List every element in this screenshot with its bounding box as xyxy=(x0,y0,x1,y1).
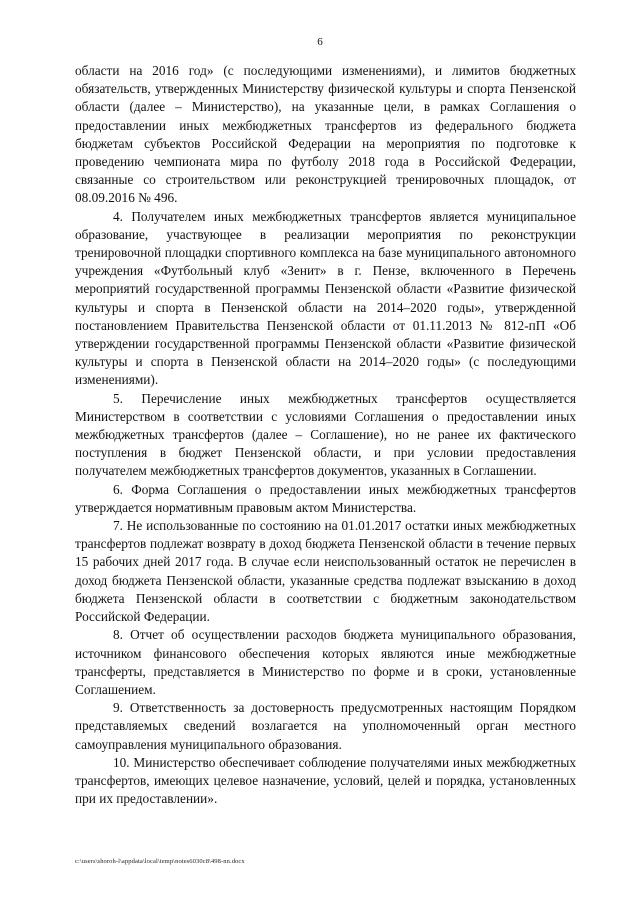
paragraph-item-10: 10. Министерство обеспечивает соблюдение получателями иных межбюджетных трансфертов, имеющих целевое назначение, условий, целей и порядка, установленных при их предоставлении». xyxy=(75,754,576,807)
paragraph-item-4: 4. Получателем иных межбюджетных трансфертов является муниципальное образование, участвующее в реализации мероприятия по реконструкции тренировочной площадки спортивного комплекса на базе муниципального автономного учреждения «Футбольный клуб «Зенит» в г. Пензе, включенного в Перечень мероприятий государственной программы Пензенской области «Развитие физической культуры и спорта в Пензенской области на 2014–2020 годы», утвержденной постановлением Правительства Пензенской области от 01.11.2013 № 812-пП «Об утверждении государственной программы Пензенской области «Развитие физической культуры и спорта в Пензенской области на 2014–2020 годы» (с последующими изменениями). xyxy=(75,208,576,388)
paragraph-item-8: 8. Отчет об осуществлении расходов бюджета муниципального образования, источником финансового обеспечения которых являются иные межбюджетные трансферты, представляется в Министерство по форме и в сроки, установленные Соглашением. xyxy=(75,627,576,697)
document-body xyxy=(75,62,576,808)
page-number: 6 xyxy=(317,36,323,48)
paragraph-continuation: области на 2016 год» (с последующими изменениями), и лимитов бюджетных обязательств, утвержденных Министерству физической культуры и спорта Пензенской области (далее – Министерство), на указанные цели, в рамках Соглашения о предоставлении иных межбюджетных трансфертов из федерального бюджета бюджетам субъектов Российской Федерации на мероприятия по подготовке к проведению чемпионата мира по футболу 2018 года в Российской Федерации, связанные со строительством или реконструкцией тренировочных площадок, от 08.09.2016 № 496. xyxy=(75,63,576,206)
paragraph-item-7: 7. Не использованные по состоянию на 01.01.2017 остатки иных межбюджетных трансфертов подлежат возврату в доход бюджета Пензенской области в течение первых 15 рабочих дней 2017 года. В случае если неиспользованный остаток не перечислен в доход бюджета Пензенской области, указанные средства подлежат взысканию в доход бюджета Пензенской области в соответствии с бюджетным законодательством Российской Федерации. xyxy=(75,518,576,625)
paragraph-item-6: 6. Форма Соглашения о предоставлении иных межбюджетных трансфертов утверждается нормативным правовым актом Министерства. xyxy=(75,481,576,515)
footer-file-path: c:\users\shoroh-l\appdata\local\temp\notes6030c8\498-nn.docx xyxy=(75,858,245,865)
paragraph-item-9: 9. Ответственность за достоверность предусмотренных настоящим Порядком представляемых сведений возлагается на уполномоченный орган местного самоуправления муниципального образования. xyxy=(75,700,576,752)
paragraph-item-5: 5. Перечисление иных межбюджетных трансфертов осуществляется Министерством в соответствии с условиями Соглашения о предоставлении иных межбюджетных трансфертов (далее – Соглашение), но не ранее их фактического поступления в бюджет Пензенской области, и при условии предоставления получателем межбюджетных трансфертов документов, указанных в Соглашении. xyxy=(75,390,576,479)
